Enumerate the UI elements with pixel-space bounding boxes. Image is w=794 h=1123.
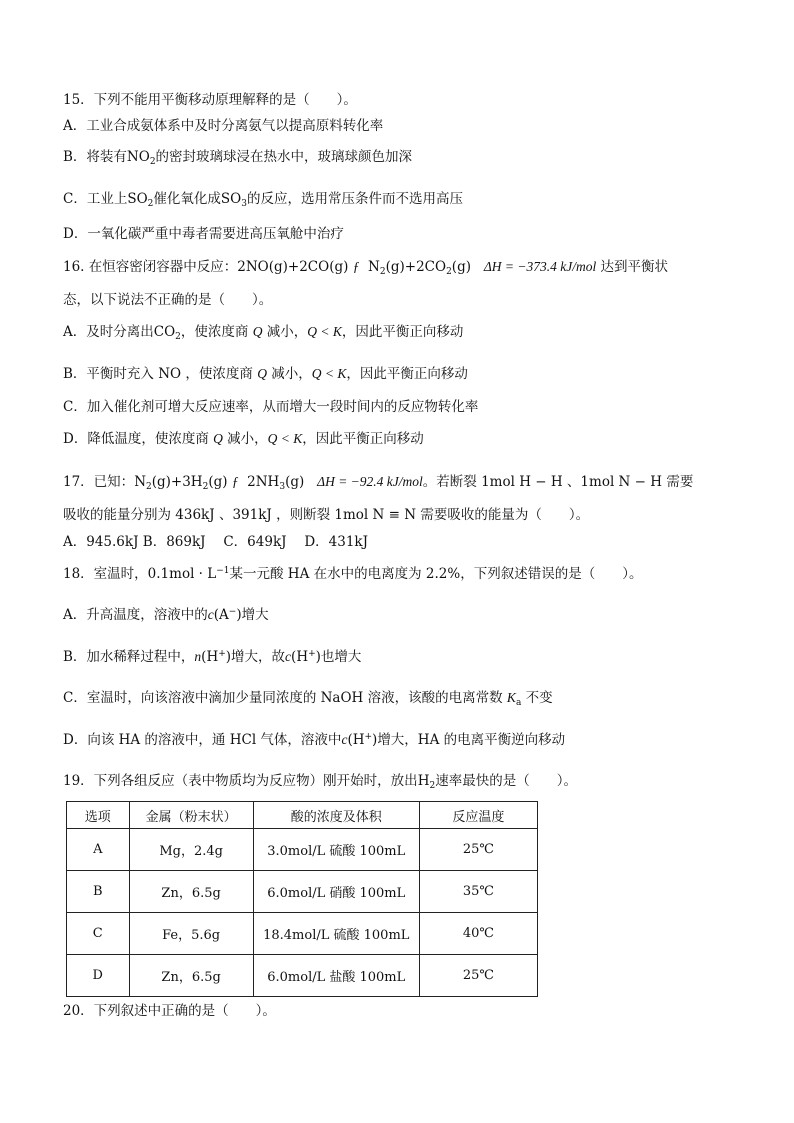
q18-option-a: A．升高温度，溶液中的c(A−)增大	[63, 607, 269, 623]
cell-option: D	[67, 955, 130, 997]
cell-option: C	[67, 913, 130, 955]
table-header-row	[67, 802, 538, 829]
q15-option-a: A．工业合成氨体系中及时分离氨气以提高原料转化率	[63, 118, 384, 134]
cell-acid: 3.0mol/L 硫酸 100mL	[253, 829, 419, 871]
cell-acid: 6.0mol/L 盐酸 100mL	[253, 955, 419, 997]
q18-option-b: B．加水稀释过程中，n(H+)增大，故c(H+)也增大	[63, 649, 362, 665]
q16-option-c: C．加入催化剂可增大反应速率，从而增大一段时间内的反应物转化率	[63, 399, 479, 415]
header-acid: 酸的浓度及体积	[253, 802, 419, 829]
table-row	[67, 913, 538, 955]
cell-option: B	[67, 871, 130, 913]
cell-option: A	[67, 829, 130, 871]
cell-temperature: 35℃	[419, 871, 537, 913]
q16-stem: 16. 在恒容密闭容器中反应：2NO(g)+2CO(g) ƒ $N_2(g)+2CO_2(g)$ ΔH = −373.4 kJ/mol 达到平衡状	[63, 259, 669, 277]
q18-stem: 18．室温时，$0.1mol \cdot L^{-1}$某一元酸 HA 在水中的电离度为 2.2%，下列叙述错误的是（ ）。	[63, 566, 643, 582]
q15-option-c: C．工业上$SO_2$催化氧化成$SO_3$的反应，选用常压条件而不选用高压	[63, 191, 463, 209]
header-temperature: 反应温度	[419, 802, 537, 829]
reaction-table	[66, 801, 538, 997]
q16-option-a: A．及时分离出$CO_2$，使浓度商 Q 减小，Q < K，因此平衡正向移动	[63, 324, 464, 342]
q15-option-b: B．将装有$NO_2$的密封玻璃球浸在热水中，玻璃球颜色加深	[63, 149, 413, 167]
q17-options: A．945.6kJ B．869kJ C．649kJ D．431kJ	[63, 534, 369, 550]
header-metal: 金属（粉末状）	[129, 802, 253, 829]
cell-acid: 18.4mol/L 硫酸 100mL	[253, 913, 419, 955]
table-row	[67, 871, 538, 913]
cell-acid: 6.0mol/L 硝酸 100mL	[253, 871, 419, 913]
q16-option-b: B．平衡时充入 NO ，使浓度商 Q 减小，Q < K，因此平衡正向移动	[63, 366, 468, 382]
q18-option-d: D．向该 HA 的溶液中，通 HCl 气体，溶液中c(H+)增大，HA 的电离平衡逆向移动	[63, 732, 566, 748]
cell-temperature: 25℃	[419, 955, 537, 997]
cell-temperature: 40℃	[419, 913, 537, 955]
table-row	[67, 955, 538, 997]
cell-metal: Fe，5.6g	[129, 913, 253, 955]
cell-temperature: 25℃	[419, 829, 537, 871]
cell-metal: Zn，6.5g	[129, 955, 253, 997]
q18-option-c: C．室温时，向该溶液中滴加少量同浓度的 NaOH 溶液，该酸的电离常数 $K_a$ 不变	[63, 690, 553, 708]
q17-stem: 17．已知：$N_2(g)+3H_2(g)$ ƒ $2NH_3(g)$ ΔH = −92.4 kJ/mol。若断裂 1mol H − H 、1mol N − H 需要	[63, 474, 694, 492]
cell-metal: Mg，2.4g	[129, 829, 253, 871]
table-row	[67, 829, 538, 871]
q20-stem: 20．下列叙述中正确的是（ ）。	[63, 1003, 276, 1019]
cell-metal: Zn，6.5g	[129, 871, 253, 913]
header-option: 选项	[67, 802, 130, 829]
q15-stem: 15．下列不能用平衡移动原理解释的是（ ）。	[63, 92, 357, 108]
q15-option-d: D．一氧化碳严重中毒者需要进高压氧舱中治疗	[63, 226, 344, 242]
q19-stem: 19．下列各组反应（表中物质均为反应物）刚开始时，放出$H_2$速率最快的是（ ）。	[63, 773, 577, 791]
q16-stem-line2: 态，以下说法不正确的是（ ）。	[63, 292, 273, 308]
q17-stem-line2: 吸收的能量分别为 436kJ 、391kJ ，则断裂 1mol N ≡ N 需要吸收的能量为（ ）。	[63, 507, 590, 523]
q16-option-d: D．降低温度，使浓度商 Q 减小，Q < K，因此平衡正向移动	[63, 431, 424, 447]
